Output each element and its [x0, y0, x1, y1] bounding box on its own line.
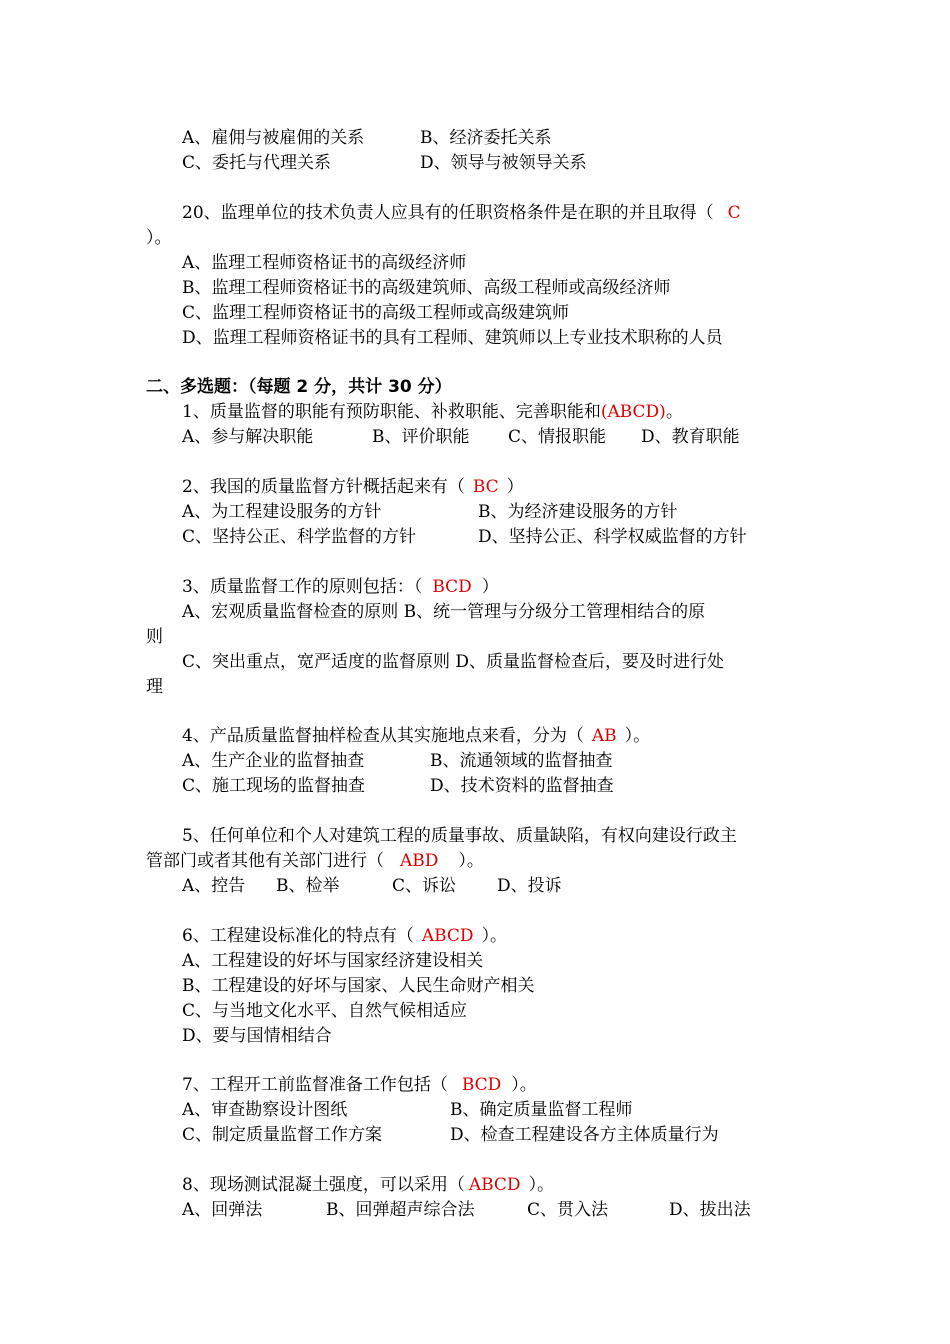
m1-option-a: A、参与解决职能 [182, 427, 314, 447]
m6-option-a: A、工程建设的好坏与国家经济建设相关 [182, 951, 484, 971]
m6-option-c: C、与当地文化水平、自然气候相适应 [182, 1001, 468, 1021]
m5-option-a: A、控告 [182, 876, 246, 896]
m1-stem: 1、质量监督的职能有预防职能、补救职能、完善职能和(ABCD)。 [182, 402, 683, 422]
m5-option-c: C、诉讼 [392, 876, 457, 896]
m4-stem: 4、产品质量监督抽样检查从其实施地点来看，分为（ AB ）。 [182, 726, 651, 746]
m7-option-b: B、确定质量监督工程师 [450, 1100, 633, 1120]
m8-stem: 8、现场测试混凝土强度，可以采用（ ABCD ）。 [182, 1175, 555, 1195]
q20-option-c: C、监理工程师资格证书的高级工程师或高级建筑师 [182, 303, 570, 323]
m7-option-a: A、审查勘察设计图纸 [182, 1100, 348, 1120]
m7-option-c: C、制定质量监督工作方案 [182, 1125, 383, 1145]
m8-option-b: B、回弹超声综合法 [326, 1200, 475, 1220]
q19-option-b: B、经济委托关系 [420, 128, 552, 148]
m5-stem: 5、任何单位和个人对建筑工程的质量事故、质量缺陷，有权向建设行政主 [182, 826, 737, 846]
m3-stem: 3、质量监督工作的原则包括：（ BCD ） [182, 577, 499, 597]
m1-option-d: D、教育职能 [641, 427, 740, 447]
q20-answer: C [727, 203, 741, 223]
m8-answer: ABCD [468, 1175, 521, 1195]
m8-option-d: D、拔出法 [669, 1200, 751, 1220]
m7-option-d: D、检查工程建设各方主体质量行为 [450, 1125, 719, 1145]
m2-option-c: C、坚持公正、科学监督的方针 [182, 527, 417, 547]
m6-answer: ABCD [421, 926, 474, 946]
m4-option-d: D、技术资料的监督抽查 [430, 776, 614, 796]
m4-option-c: C、施工现场的监督抽查 [182, 776, 366, 796]
m6-stem: 6、工程建设标准化的特点有（ ABCD ）。 [182, 926, 508, 946]
m6-option-b: B、工程建设的好坏与国家、人民生命财产相关 [182, 976, 535, 996]
m7-stem: 7、工程开工前监督准备工作包括（ BCD ）。 [182, 1075, 537, 1095]
m2-option-b: B、为经济建设服务的方针 [478, 502, 678, 522]
q20-option-b: B、监理工程师资格证书的高级建筑师、高级工程师或高级经济师 [182, 278, 671, 298]
m6-option-d: D、要与国情相结合 [182, 1026, 332, 1046]
q20-option-d: D、监理工程师资格证书的具有工程师、建筑师以上专业技术职称的人员 [182, 328, 723, 348]
m2-answer: BC [472, 477, 499, 497]
m5-option-d: D、投诉 [497, 876, 562, 896]
m8-option-a: A、回弹法 [182, 1200, 263, 1220]
m5-option-b: B、检举 [276, 876, 340, 896]
m2-option-d: D、坚持公正、科学权威监督的方针 [478, 527, 747, 547]
m1-answer: (ABCD) [600, 402, 666, 422]
q19-option-c: C、委托与代理关系 [182, 153, 332, 173]
q19-option-d: D、领导与被领导关系 [420, 153, 587, 173]
m1-option-c: C、情报职能 [508, 427, 607, 447]
m7-answer: BCD [461, 1075, 502, 1095]
m8-option-c: C、贯入法 [527, 1200, 609, 1220]
m4-option-a: A、生产企业的监督抽查 [182, 751, 365, 771]
m4-option-b: B、流通领域的监督抽查 [430, 751, 613, 771]
m3-options-cd-wrap: 理 [146, 677, 163, 697]
q20-stem: 20、监理单位的技术负责人应具有的任职资格条件是在职的并且取得（ C [182, 203, 741, 223]
m3-options-ab: A、宏观质量监督检查的原则 B、统一管理与分级分工管理相结合的原 [182, 602, 706, 622]
q19-option-a: A、雇佣与被雇佣的关系 [182, 128, 365, 148]
m3-options-cd: C、突出重点，宽严适度的监督原则 D、质量监督检查后，要及时进行处 [182, 652, 725, 672]
m4-answer: AB [591, 726, 617, 746]
m5-stem-2: 管部门或者其他有关部门进行（ ABD ）。 [146, 851, 484, 871]
m2-stem: 2、我国的质量监督方针概括起来有（ BC ） [182, 477, 524, 497]
m5-answer: ABD [400, 851, 439, 871]
m3-options-ab-wrap: 则 [146, 627, 163, 647]
q20-stem-end: ）。 [146, 228, 172, 248]
q20-option-a: A、监理工程师资格证书的高级经济师 [182, 253, 467, 273]
m3-answer: BCD [432, 577, 472, 597]
m1-option-b: B、评价职能 [372, 427, 470, 447]
section-heading: 二、多选题：（每题 2 分，共计 30 分） [146, 377, 452, 397]
m2-option-a: A、为工程建设服务的方针 [182, 502, 382, 522]
